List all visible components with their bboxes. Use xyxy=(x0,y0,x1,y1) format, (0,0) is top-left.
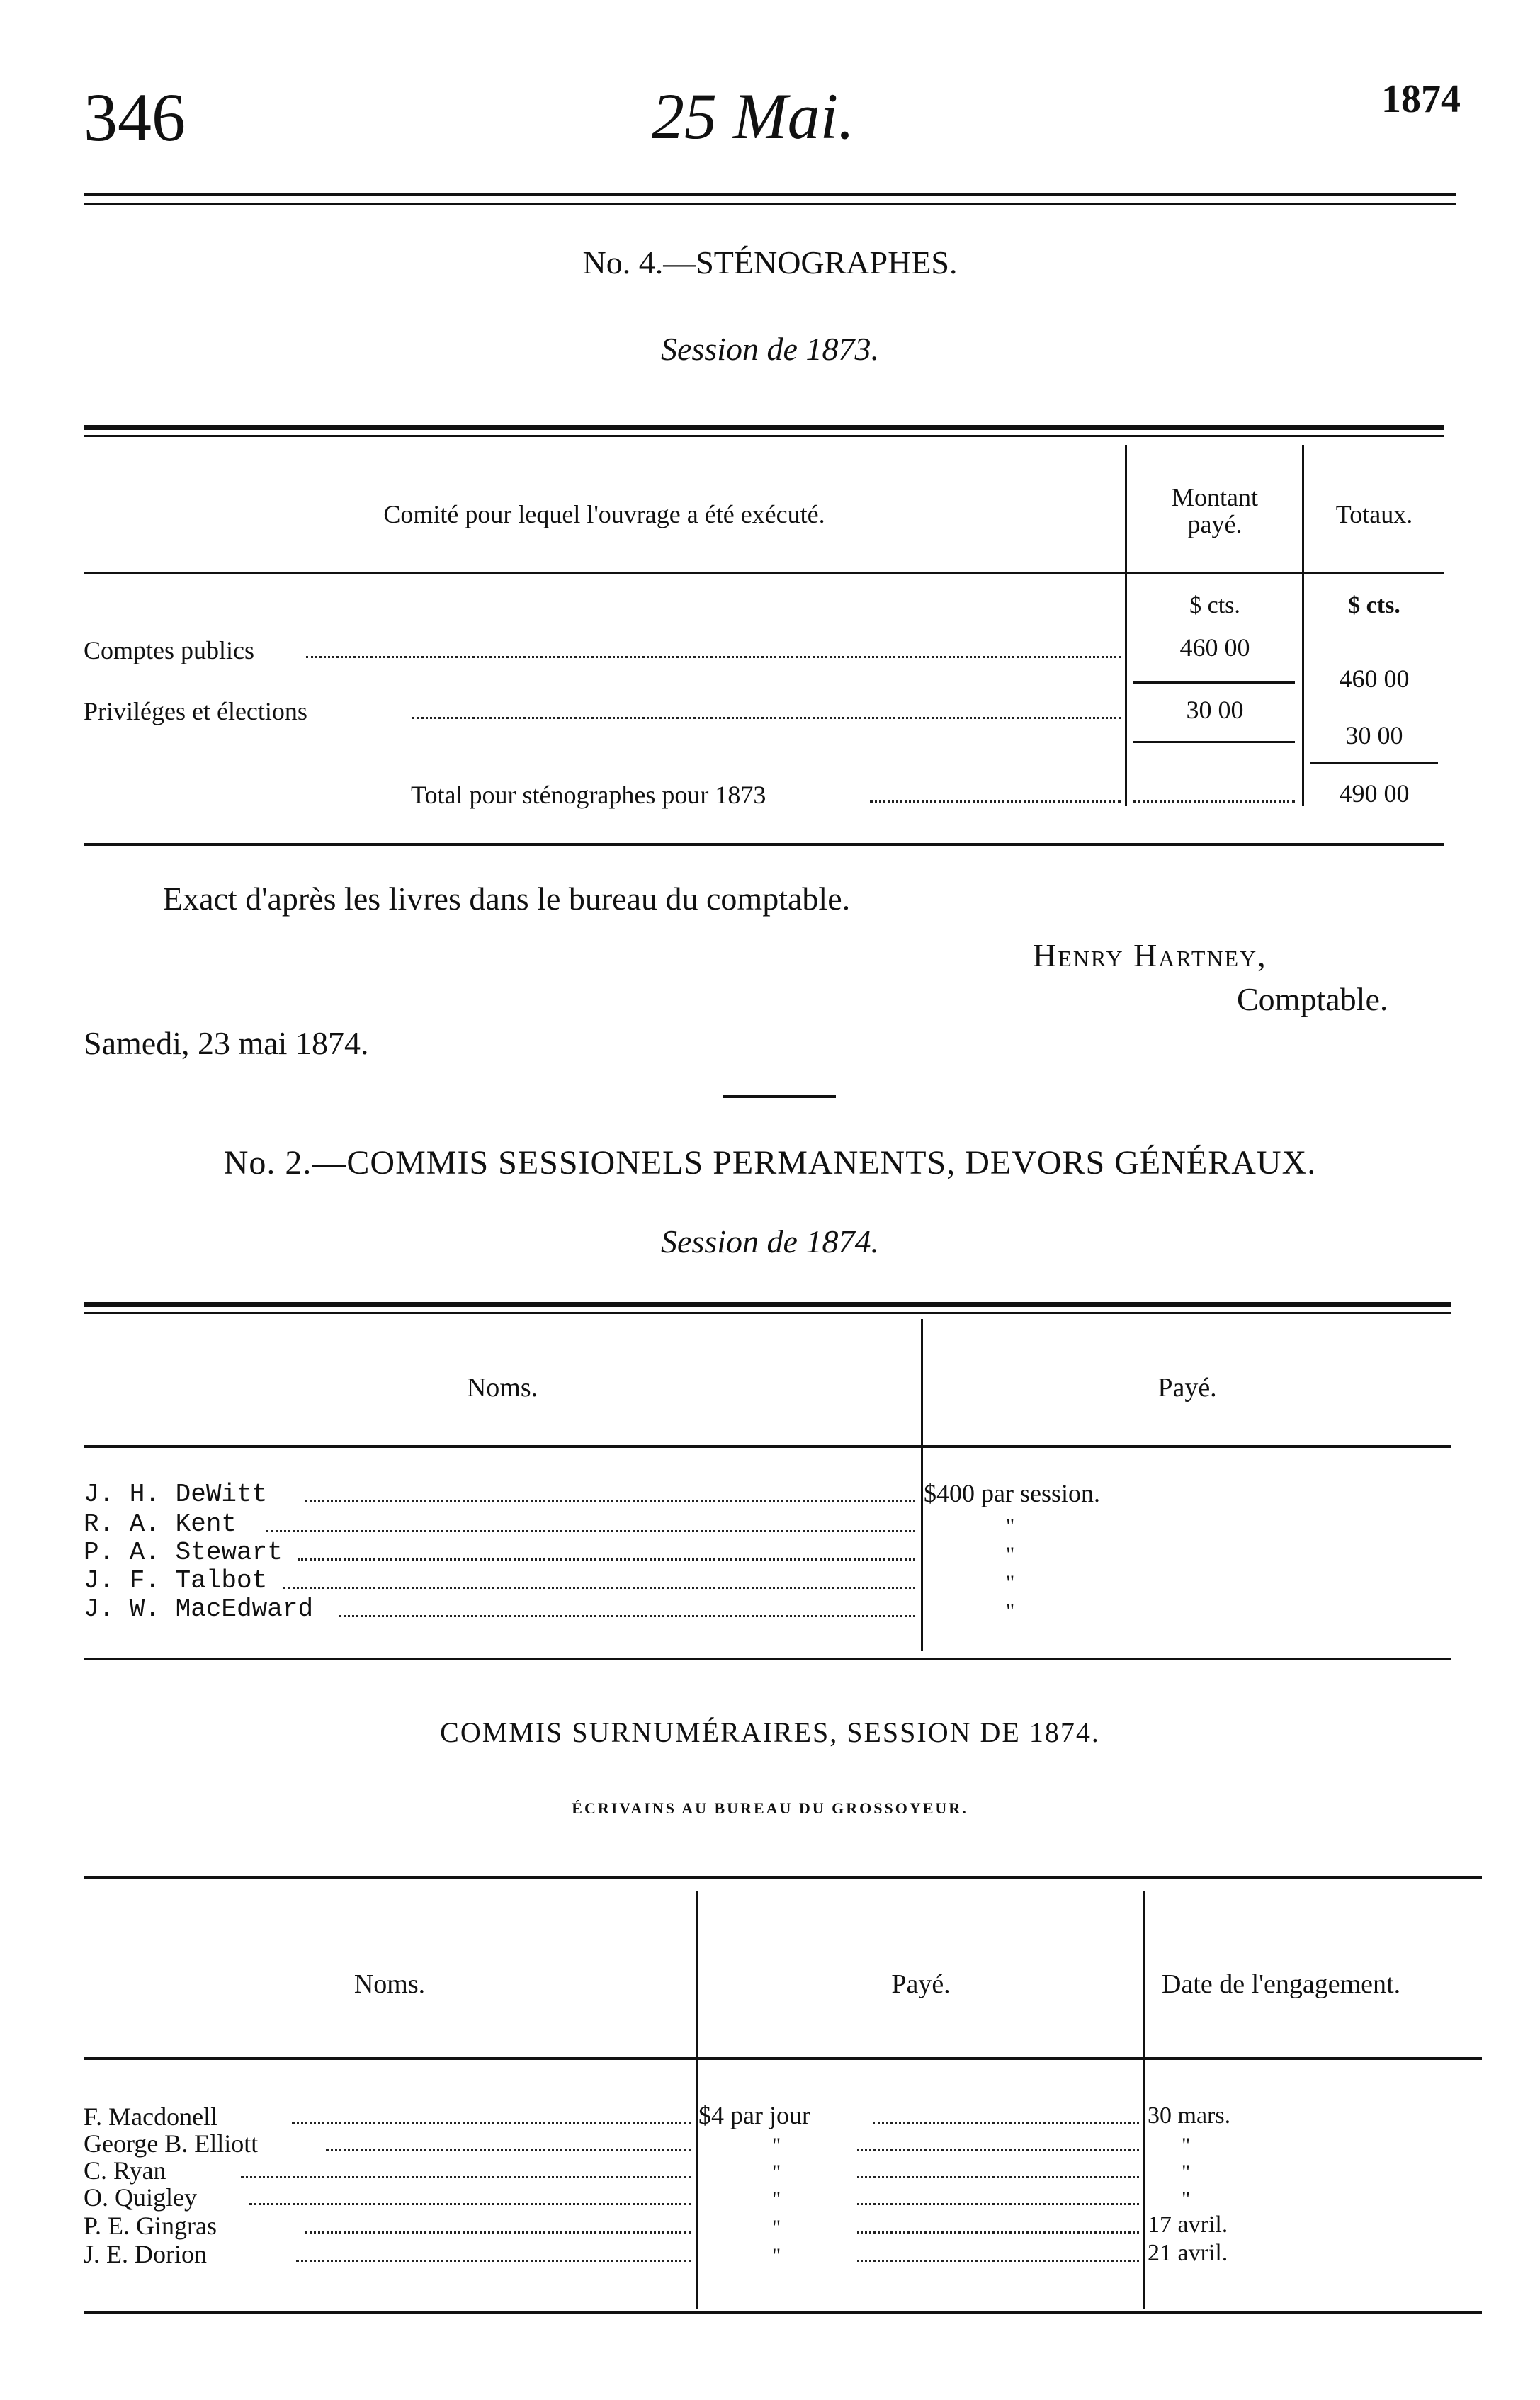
row-name: C. Ryan xyxy=(84,2156,166,2185)
row-name: J. H. DeWitt xyxy=(84,1480,268,1509)
leader-dots xyxy=(857,2203,1139,2205)
leader-dots xyxy=(266,1530,915,1532)
row-date: 17 avril. xyxy=(1148,2212,1228,2238)
column-header-paye: Payé. xyxy=(891,1969,951,1999)
leader-dots xyxy=(1133,800,1295,803)
leader-dots xyxy=(298,1558,915,1561)
leader-dots xyxy=(305,1500,915,1502)
header-date: 25 Mai. xyxy=(652,80,855,152)
total-value: 490 00 xyxy=(1339,779,1410,808)
row-label: Comptes publics xyxy=(84,636,254,664)
column-header-totaux: Totaux. xyxy=(1335,500,1413,528)
row-date: " xyxy=(1182,2161,1191,2184)
leader-dots xyxy=(249,2203,691,2205)
table-bottom-rule xyxy=(84,2311,1482,2314)
row-name: F. Macdonell xyxy=(84,2102,218,2131)
total-label: Total pour sténographes pour 1873 xyxy=(411,781,766,809)
row-date: " xyxy=(1182,2187,1191,2211)
column-header-paye: Payé. xyxy=(1157,1373,1217,1403)
row-date: " xyxy=(1182,2134,1191,2157)
section-separator xyxy=(723,1095,836,1098)
row-paye: " xyxy=(772,2187,781,2211)
row-date: 21 avril. xyxy=(1148,2240,1228,2266)
column-divider xyxy=(1143,1891,1145,2309)
table-bottom-rule xyxy=(84,843,1444,846)
row-paye: " xyxy=(1006,1600,1015,1623)
leader-dots xyxy=(241,2176,691,2178)
row-paye: " xyxy=(772,2244,781,2268)
row-name: O. Quigley xyxy=(84,2183,197,2212)
row-paye: $4 par jour xyxy=(698,2101,810,2129)
row-name: P. E. Gingras xyxy=(84,2212,217,2240)
header-divider-rule xyxy=(84,572,1444,574)
row-name: J. E. Dorion xyxy=(84,2240,207,2268)
leader-dots xyxy=(873,2122,1139,2124)
signature-name: Henry Hartney, xyxy=(1033,937,1267,973)
table-top-rule xyxy=(84,425,1444,430)
leader-dots xyxy=(305,2231,691,2234)
leader-dots xyxy=(857,2176,1139,2178)
column-divider xyxy=(696,1891,698,2309)
row-montant: 460 00 xyxy=(1179,633,1250,662)
leader-dots xyxy=(412,717,1121,719)
column-divider xyxy=(921,1319,923,1651)
leader-dots xyxy=(870,800,1121,803)
section2-subtitle: Session de 1874. xyxy=(661,1223,879,1260)
cell-rule xyxy=(1310,762,1438,764)
table-top-rule xyxy=(84,1876,1482,1879)
row-paye: " xyxy=(1006,1515,1015,1538)
leader-dots xyxy=(326,2149,691,2151)
section3-title: COMMIS SURNUMÉRAIRES, SESSION DE 1874. xyxy=(440,1716,1100,1748)
column-header-comite: Comité pour lequel l'ouvrage a été exécuté. xyxy=(383,500,825,528)
row-paye: " xyxy=(772,2161,781,2184)
column-header-noms: Noms. xyxy=(353,1969,426,1999)
page-number: 346 xyxy=(84,79,186,155)
certification-text: Exact d'après les livres dans le bureau du comptable. xyxy=(163,881,851,917)
header-divider-rule xyxy=(84,1445,1451,1448)
signature-title: Comptable. xyxy=(1237,981,1388,1017)
leader-dots xyxy=(857,2231,1139,2234)
leader-dots xyxy=(283,1587,915,1589)
table-top-rule-2 xyxy=(84,1312,1451,1314)
row-paye: " xyxy=(772,2216,781,2239)
header-year: 1874 xyxy=(1381,77,1461,121)
row-total: 30 00 xyxy=(1345,721,1403,749)
column-header-noms: Noms. xyxy=(466,1373,538,1403)
row-name: J. F. Talbot xyxy=(84,1566,268,1595)
header-rule-2 xyxy=(84,203,1456,205)
row-date: 30 mars. xyxy=(1148,2102,1231,2129)
row-label: Priviléges et élections xyxy=(84,697,307,725)
row-name: J. W. MacEdward xyxy=(84,1595,314,1624)
table-bottom-rule xyxy=(84,1658,1451,1660)
column-header-montant-2: payé. xyxy=(1187,510,1242,538)
leader-dots xyxy=(339,1615,915,1617)
table-top-rule-2 xyxy=(84,435,1444,437)
column-divider xyxy=(1302,445,1304,806)
cell-rule xyxy=(1133,681,1295,684)
cell-rule xyxy=(1133,741,1295,743)
header-divider-rule xyxy=(84,2057,1482,2060)
section1-subtitle: Session de 1873. xyxy=(661,331,879,367)
row-name: P. A. Stewart xyxy=(84,1538,283,1567)
section1-title: No. 4.—STÉNOGRAPHES. xyxy=(582,244,958,281)
row-name: R. A. Kent xyxy=(84,1510,237,1539)
date-line: Samedi, 23 mai 1874. xyxy=(84,1025,369,1061)
section2-title: No. 2.—COMMIS SESSIONELS PERMANENTS, DEVORS GÉNÉRAUX. xyxy=(223,1144,1317,1182)
leader-dots xyxy=(857,2260,1139,2262)
column-header-montant: Montant xyxy=(1172,483,1258,511)
row-paye: " xyxy=(1006,1571,1015,1595)
row-total: 460 00 xyxy=(1339,664,1410,693)
leader-dots xyxy=(857,2149,1139,2151)
column-header-date: Date de l'engagement. xyxy=(1162,1969,1401,1999)
table-top-rule xyxy=(84,1302,1451,1307)
unit-montant: $ cts. xyxy=(1189,592,1240,618)
row-name: George B. Elliott xyxy=(84,2129,259,2158)
leader-dots xyxy=(306,656,1121,658)
column-divider xyxy=(1125,445,1127,806)
leader-dots xyxy=(296,2260,691,2262)
row-paye: " xyxy=(772,2134,781,2157)
section3-subtitle: ÉCRIVAINS AU BUREAU DU GROSSOYEUR. xyxy=(572,1799,968,1817)
row-paye: $400 par session. xyxy=(924,1479,1100,1507)
header-rule xyxy=(84,193,1456,196)
row-paye: " xyxy=(1006,1543,1015,1566)
unit-totaux: $ cts. xyxy=(1348,592,1400,618)
leader-dots xyxy=(292,2122,691,2124)
row-montant: 30 00 xyxy=(1186,696,1244,724)
